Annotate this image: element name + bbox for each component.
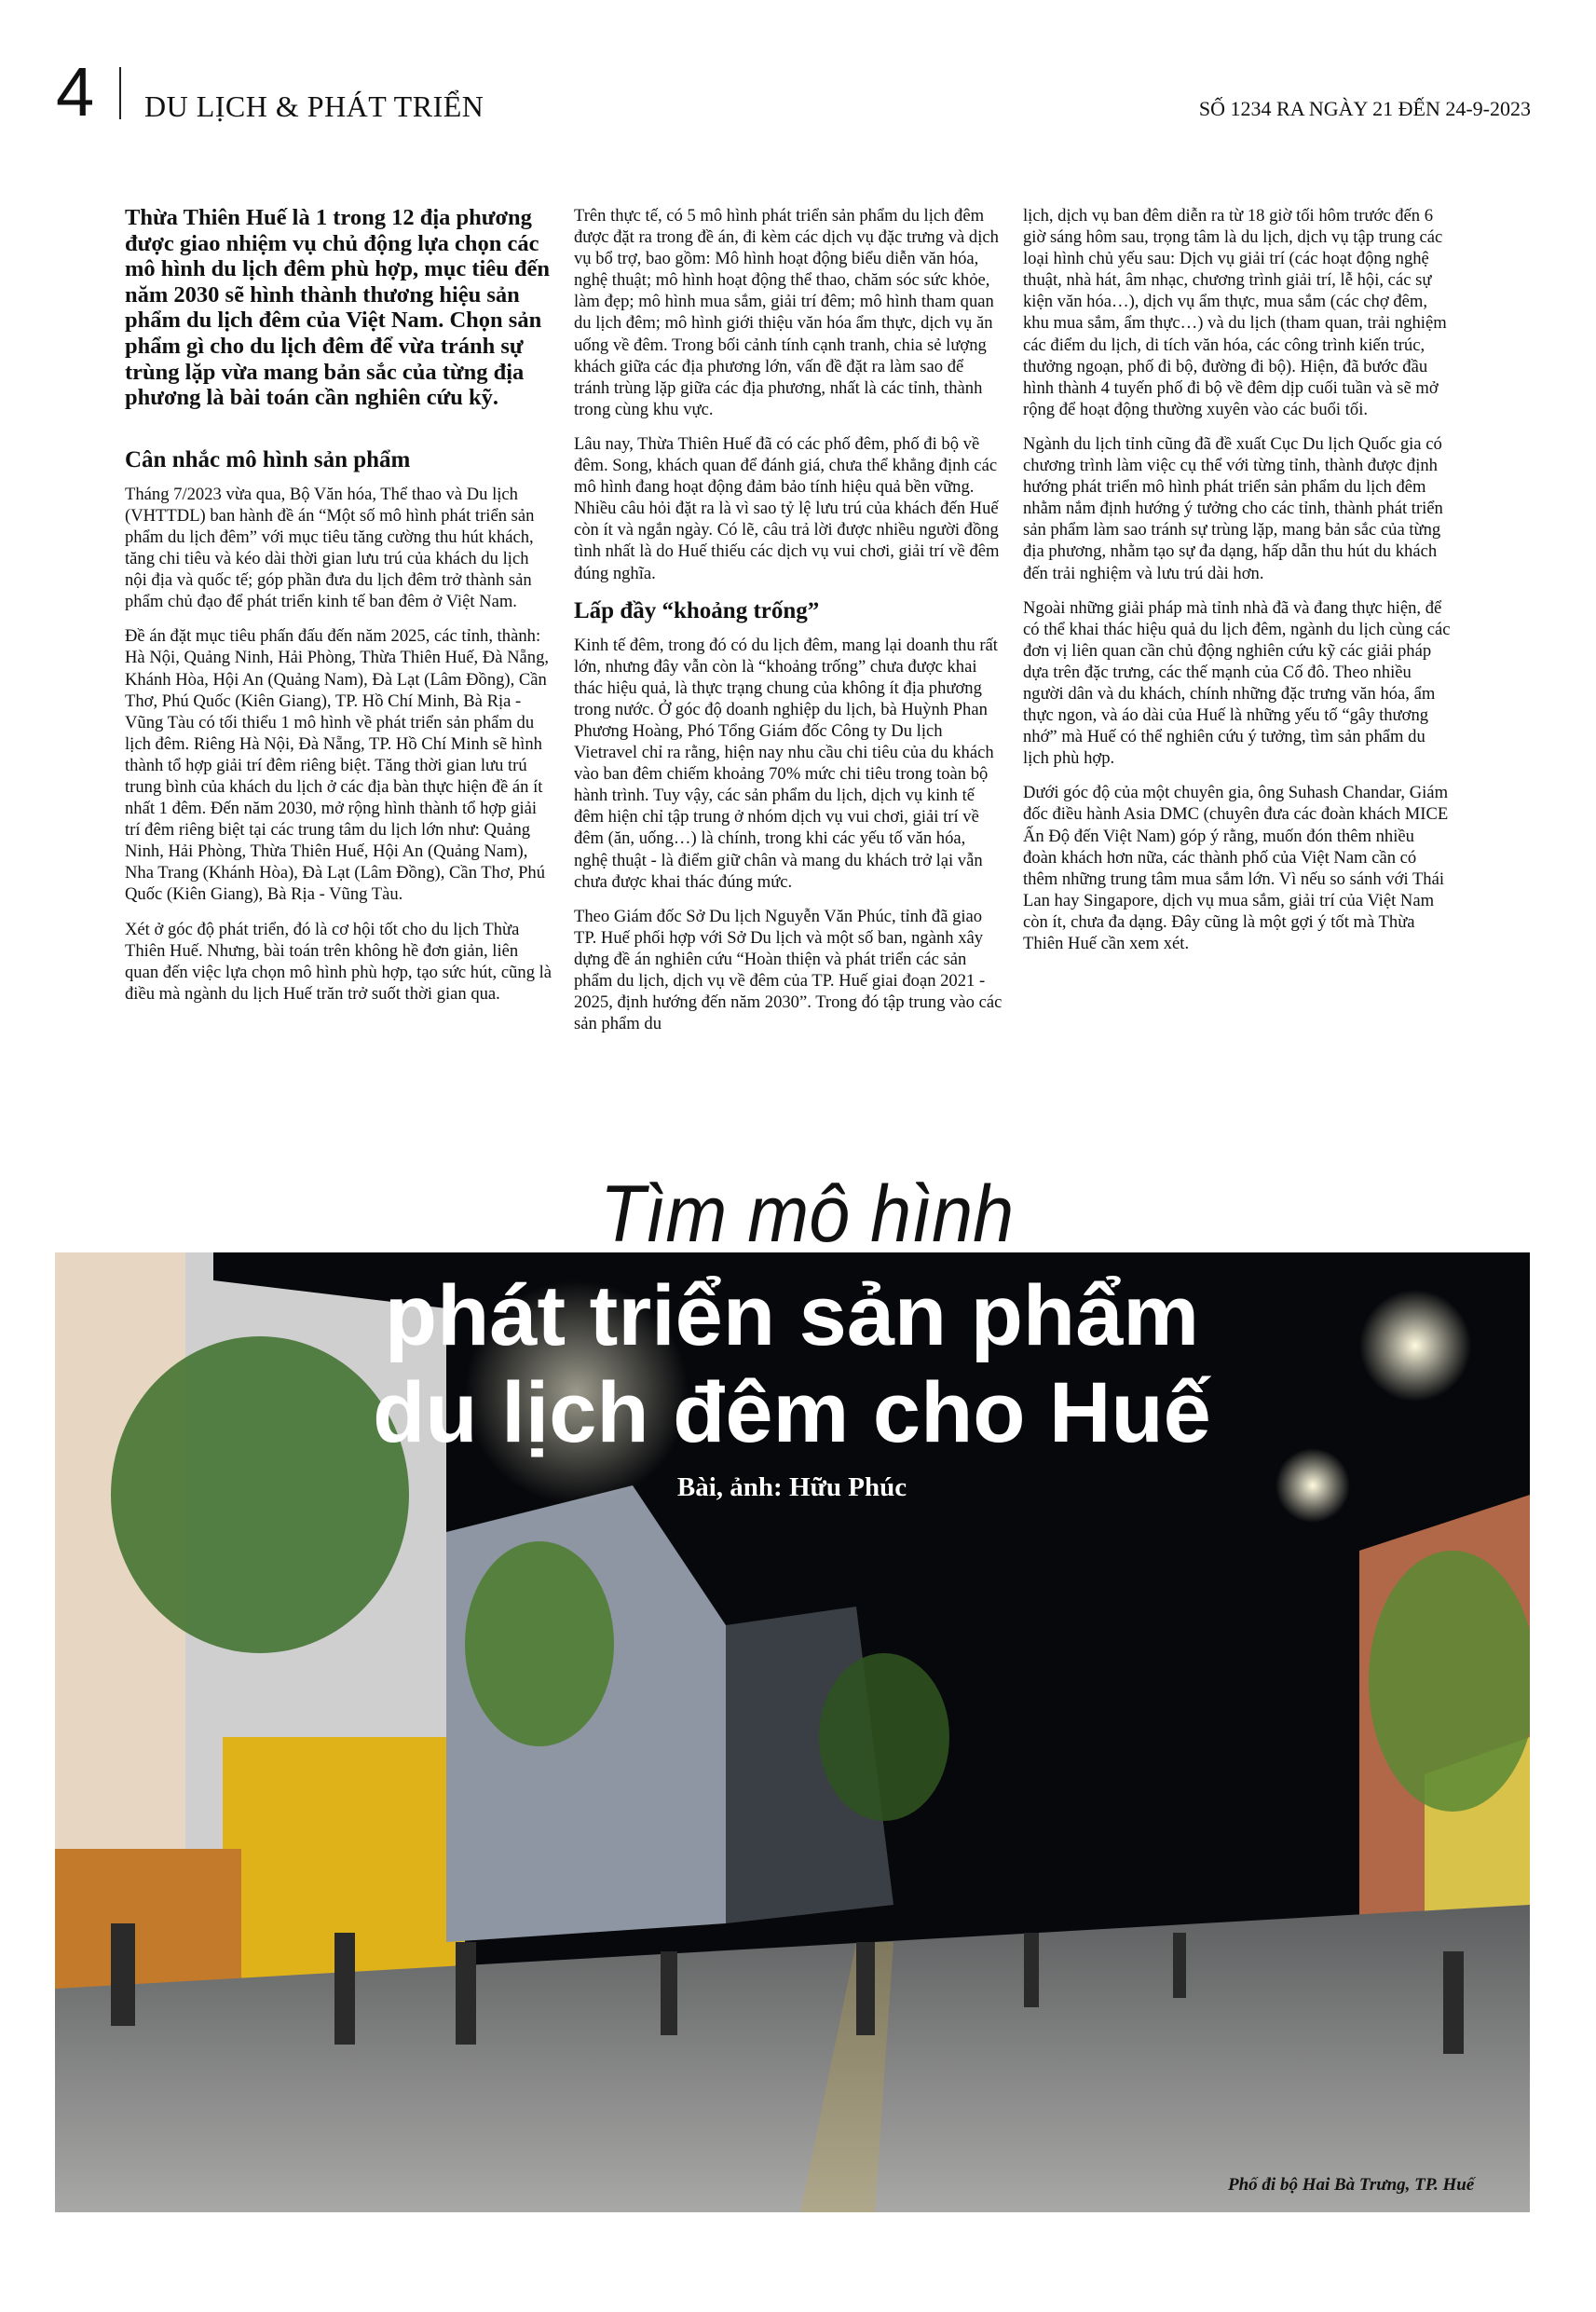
- paragraph: Đề án đặt mục tiêu phấn đấu đến năm 2025, các tỉnh, thành: Hà Nội, Quảng Ninh, Hải Phòng, Thừa Thiên Huế, Đà Nẵng, Khánh Hòa, Hội An (Quảng Nam), Đà Lạt (Lâm Đồng), Cần Thơ, Phú Quốc (Kiên Giang), TP. Hồ Chí Minh, Bà Rịa - Vũng Tàu có tối thiểu 1 mô hình về phát triển sản phẩm du lịch đêm. Riêng Hà Nội, Đà Nẵng, TP. Hồ Chí Minh sẽ hình thành tổ hợp giải trí đêm riêng biệt. Tăng thời gian lưu trú trung bình của khách du lịch ở các địa bàn thực hiện đề án ít nhất 1 đêm. Đến năm 2030, mở rộng hình thành tổ hợp giải trí đêm riêng biệt tại các trung tâm du lịch lớn như: Quảng Ninh, Hải Phòng, Thừa Thiên Huế, Hội An (Quảng Nam), Nha Trang (Khánh Hòa), Đà Lạt (Lâm Đồng), Cần Thơ, Phú Quốc (Kiên Giang), Bà Rịa - Vũng Tàu.: [125, 626, 550, 905]
- subheading: Lấp đầy “khoảng trống”: [574, 597, 820, 623]
- paragraph: lịch, dịch vụ ban đêm diễn ra từ 18 giờ tối hôm trước đến 6 giờ sáng hôm sau, trọng tâm là du lịch, dịch vụ tập trung các loại hình chủ yếu sau: Dịch vụ giải trí (các hoạt động nghệ thuật, nhà hát, âm nhạc, chương trình giải trí, lễ hội, các sự kiện văn hóa…), dịch vụ ẩm thực, mua sắm (các chợ đêm, khu mua sắm, ẩm thực…) và du lịch (tham quan, trải nghiệm các điểm du lịch, di tích văn hóa, các công trình kiến trúc, thưởng ngoạn, phố đi bộ, đường đi bộ). Hiện, đã bước đầu hình thành 4 tuyến phố đi bộ về đêm dịp cuối tuần và sẽ mở rộng để hoạt động thường xuyên vào các buổi tối.: [1023, 206, 1447, 419]
- paragraph: Ngoài những giải pháp mà tỉnh nhà đã và đang thực hiện, để có thể khai thác hiệu quả du lịch đêm, ngành du lịch cùng các đơn vị liên quan cần chủ động nghiên cứu kỹ các giải pháp dựa trên đặc trưng, các thế mạnh của Cố đô. Theo nhiều người dân và du khách, chính những đặc trưng văn hóa, ẩm thực ngon, và áo dài của Huế là những yếu tố “gây thương nhớ” mà Huế có thể nghiên cứu ý tưởng, tìm sản phẩm du lịch phù hợp.: [1023, 597, 1451, 769]
- paragraph: Lâu nay, Thừa Thiên Huế đã có các phố đêm, phố đi bộ về đêm. Song, khách quan để đánh giá, chưa thể khẳng định các mô hình đang hoạt động đảm bảo tính hiệu quả bền vững. Nhiều câu hỏi đặt ra là vì sao tỷ lệ lưu trú của khách đến Huế còn ít và ngắn ngày. Có lẽ, câu trả lời được nhiều người đồng tình nhất là do Huế thiếu các dịch vụ vui chơi, giải trí về đêm đúng nghĩa.: [574, 433, 1000, 583]
- article-column-2: [574, 205, 1003, 1047]
- photo-caption: Phố đi bộ Hai Bà Trưng, TP. Huế: [1228, 2175, 1475, 2195]
- headline-line-3: du lịch đêm cho Huế: [373, 1365, 1211, 1460]
- paragraph: Ngành du lịch tỉnh cũng đã đề xuất Cục Du lịch Quốc gia có chương trình làm việc cụ thể với từng tỉnh, thành được định hướng phát triển mô hình phát triển sản phẩm du lịch đêm nhằm nắm định hướng ý tưởng cho các tỉnh, thành phát triển sản phẩm làm sao tránh sự trùng lặp, mang bản sắc của từng địa phương, nhằm tạo sự đa dạng, hấp dẫn thu hút du khách đến trải nghiệm và lưu trú dài hơn.: [1023, 433, 1443, 583]
- article-column-1: [125, 205, 553, 1018]
- paragraph: Xét ở góc độ phát triển, đó là cơ hội tốt cho du lịch Thừa Thiên Huế. Nhưng, bài toán trên không hề đơn giản, liên quan đến việc lựa chọn mô hình phù hợp, tạo sức hút, cũng là điều mà ngành du lịch Huế trăn trở suốt thời gian qua.: [125, 919, 552, 1004]
- section-title: DU LỊCH & PHÁT TRIỂN: [144, 89, 484, 123]
- article-lead: Thừa Thiên Huế là 1 trong 12 địa phương được giao nhiệm vụ chủ động lựa chọn các mô hình du lịch đêm phù hợp, mục tiêu đến năm 2030 sẽ hình thành thương hiệu sản phẩm du lịch đêm của Việt Nam. Chọn sản phẩm gì cho du lịch đêm để vừa tránh sự trùng lặp vừa mang bản sắc của từng địa phương là bài toán cần nghiên cứu kỹ.: [125, 205, 551, 411]
- headline-lines: [307, 1267, 1276, 1461]
- page-number: 4: [56, 53, 95, 130]
- headline-line-1: Tìm mô hình: [600, 1170, 1015, 1259]
- paragraph: Trên thực tế, có 5 mô hình phát triển sản phẩm du lịch đêm được đặt ra trong đề án, đi kèm các dịch vụ đặc trưng và dịch vụ bổ trợ, bao gồm: Mô hình hoạt động biểu diễn văn hóa, nghệ thuật; mô hình hoạt động thể thao, chăm sóc sức khỏe, làm đẹp; mô hình mua sắm, giải trí đêm; mô hình tham quan du lịch đêm; mô hình giới thiệu văn hóa ẩm thực, dịch vụ ăn uống về đêm. Trong bối cảnh tính cạnh tranh, chia sẻ lượng khách giữa các địa phương lớn, vấn đề đặt ra làm sao để tránh trùng lặp giữa các địa phương, nhất là các tỉnh, thành trong cùng khu vực.: [574, 206, 999, 419]
- article-column-3: [1023, 205, 1452, 967]
- issue-info: SỐ 1234 RA NGÀY 21 ĐẾN 24-9-2023: [1198, 97, 1531, 120]
- header-divider: [119, 67, 121, 119]
- paragraph: Tháng 7/2023 vừa qua, Bộ Văn hóa, Thể thao và Du lịch (VHTTDL) ban hành đề án “Một số mô hình phát triển sản phẩm du lịch đêm” với mục tiêu tăng cường thu hút khách, tăng chi tiêu và kéo dài thời gian lưu trú của khách du lịch nội địa và quốc tế; góp phần đưa du lịch đêm trở thành sản phẩm chủ đạo để phát triển kinh tế ban đêm ở Việt Nam.: [125, 484, 535, 612]
- paragraph: Theo Giám đốc Sở Du lịch Nguyễn Văn Phúc, tỉnh đã giao TP. Huế phối hợp với Sở Du lịch và một số ban, ngành xây dựng đề án nghiên cứu “Hoàn thiện và phát triển các sản phẩm du lịch, dịch vụ về đêm của TP. Huế giai đoạn 2021 - 2025, định hướng đến năm 2030”. Trong đó tập trung vào các sản phẩm du: [574, 906, 1003, 1034]
- headline-line-2: phát triển sản phẩm: [384, 1268, 1200, 1363]
- paragraph: Dưới góc độ của một chuyên gia, ông Suhash Chandar, Giám đốc điều hành Asia DMC (chuyên đưa các đoàn khách MICE Ấn Độ đến Việt Nam) góp ý rằng, muốn đón thêm nhiều đoàn khách hơn nữa, các thành phố của Việt Nam cần có thêm những trung tâm mua sắm lớn. Vì nếu so sánh với Thái Lan hay Singapore, dịch vụ mua sắm, giải trí của Việt Nam còn ít, chưa đa dạng. Đây cũng là một gợi ý tốt mà Thừa Thiên Huế cần xem xét.: [1023, 783, 1449, 953]
- paragraph: Kinh tế đêm, trong đó có du lịch đêm, mang lại doanh thu rất lớn, nhưng đây vẫn còn là “khoảng trống” chưa được khai thác hiệu quả, là thực trạng chung của không ít địa phương trong nước. Ở góc độ doanh nghiệp du lịch, bà Huỳnh Phan Phương Hoàng, Phó Tổng Giám đốc Công ty Du lịch Vietravel chỉ ra rằng, hiện nay nhu cầu chi tiêu của du khách vào ban đêm chiếm khoảng 70% mức chi tiêu trong toàn bộ hành trình. Tuy vậy, các sản phẩm du lịch, dịch vụ kinh tế đêm hiện chỉ tập trung ở nhóm dịch vụ vui chơi, giải trí về đêm (ăn, uống…) là chính, trong khi các yếu tố văn hóa, nghệ thuật - là điểm giữ chân và mang du khách trở lại vẫn chưa được khai thác đúng mức.: [574, 635, 998, 892]
- byline: Bài, ảnh: Hữu Phúc: [676, 1472, 907, 1502]
- subheading: Cân nhắc mô hình sản phẩm: [125, 446, 411, 472]
